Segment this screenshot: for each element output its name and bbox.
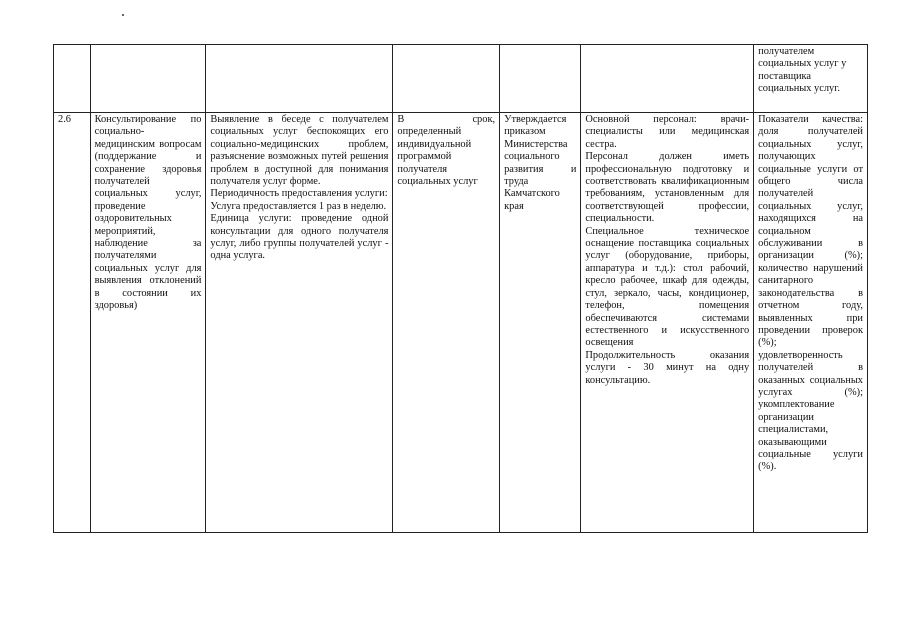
description-paragraph: Выявление в беседе с получателем социальных услуг беспокоящих его социально-медицинских проблем, разъяснение возможных путей решения проблем в доступной для понимания получателя услуг форме. xyxy=(210,114,389,188)
description-paragraph: Периодичность предоставления услуги: xyxy=(210,188,388,200)
description-paragraph: Единица услуги: проведение одной консультации для одного получателя услуг, либо группы получателей услуг - одна услуга. xyxy=(210,213,389,262)
service-conditions xyxy=(581,113,754,533)
service-term: В срок, определенный индивидуальной программой получателя социальных услуг xyxy=(393,113,500,533)
conditions-paragraph: Персонал должен иметь профессиональную подготовку и соответствовать квалификационным требованиям, установленным для соответствующей профессии, специальности. xyxy=(585,151,750,225)
table-row xyxy=(54,113,868,533)
cell-empty xyxy=(54,45,91,113)
quality-indicators: Показатели качества: доля получателей социальных услуг, получающих социальные услуги от общего числа получателей социальных услуг, находящихся на социальном обслуживании в организации (%); количество нарушений санитарного законодательства в отчетном году, выявленных при проведении проверок (%); удовлетворенность получателей в оказанных социальных услугах (%); укомплектование организации специалистами, оказывающими социальные услуги (%). xyxy=(754,113,868,533)
conditions-paragraph: Основной персонал: врачи-специалисты или медицинская сестра. xyxy=(585,114,750,150)
cell-empty xyxy=(393,45,500,113)
row-number: 2.6 xyxy=(54,113,91,533)
service-tariff: Утверждается приказом Министерства социального развития и труда Камчатского края xyxy=(500,113,581,533)
cell-empty xyxy=(206,45,393,113)
service-description xyxy=(206,113,393,533)
table-row-continuation xyxy=(54,45,868,113)
scan-speck xyxy=(122,14,124,16)
conditions-paragraph: Специальное техническое оснащение поставщика социальных услуг (оборудование, приборы, аппаратура и т.д.): стол рабочий, кресло рабочее, шкаф для одежды, стул, зеркало, часы, кондиционер, телефон, помещения обеспечиваются системами естественного и искусственного освещения xyxy=(585,225,750,349)
cell-empty xyxy=(500,45,581,113)
service-name: Консультирование по социально-медицинским вопросам (поддержание и сохранение здоровья получателей социальных услуг, проведение оздоровительных мероприятий, наблюдение за получателями социальных услуг для выявления отклонений в состоянии их здоровья) xyxy=(90,113,206,533)
conditions-paragraph: Продолжительность оказания услуги - 30 минут на одну консультацию. xyxy=(585,349,750,386)
services-table xyxy=(53,44,868,533)
cell-quality-continuation: получателем социальных услуг у поставщика социальных услуг. xyxy=(754,45,868,113)
cell-empty xyxy=(90,45,206,113)
cell-empty xyxy=(581,45,754,113)
description-paragraph: Услуга предоставляется 1 раз в неделю. xyxy=(210,200,387,212)
